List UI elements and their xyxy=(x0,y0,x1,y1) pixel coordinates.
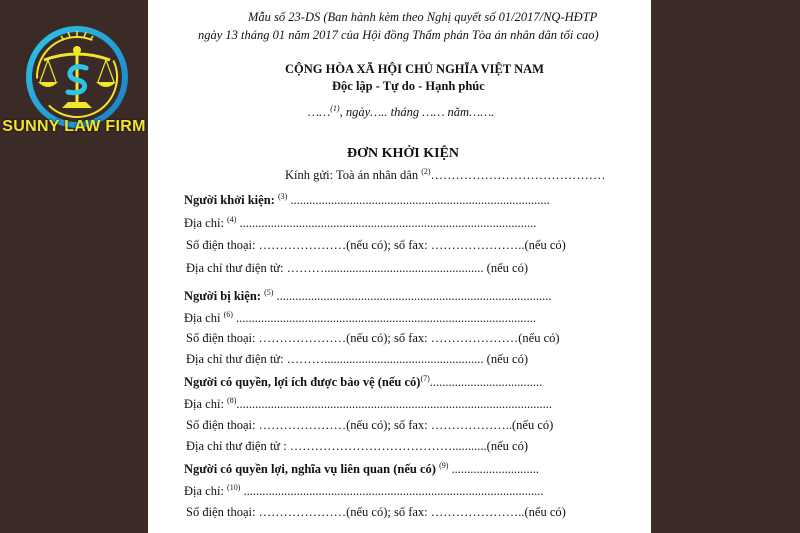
protected-party-address: Địa chỉ: $^{(8)}$..................................................................................................... xyxy=(184,395,552,411)
brand-name: SUNNY LAW FIRM xyxy=(2,118,146,135)
left-sidebar xyxy=(0,0,148,533)
plaintiff-address: Địa chỉ: $^{(4)}$ ............................................................................................... xyxy=(184,214,537,230)
form-reference-line-1: Mẫu số 23-DS (Ban hành kèm theo Nghị quyết số 01/2017/NQ-HĐTP xyxy=(248,10,598,24)
national-title: CỘNG HÒA XÃ HỘI CHỦ NGHĨA VIỆT NAM xyxy=(285,62,544,76)
document-title: ĐƠN KHỞI KIỆN xyxy=(347,146,460,161)
related-party-phone: Số điện thoại: …………………(nếu có); số fax: …………………..(nếu có) xyxy=(186,505,566,519)
plaintiff-phone: Số điện thoại: …………………(nếu có); số fax: …………………..(nếu có) xyxy=(186,238,566,252)
defendant-email: Địa chỉ thư điện tử: ………................................................... (nếu có) xyxy=(186,352,528,366)
defendant-phone: Số điện thoại: …………………(nếu có); số fax: …………………(nếu có) xyxy=(186,331,560,345)
protected-party-heading: Người có quyền, lợi ích được bảo vệ (nếu có)$^{(7)}$.................................... xyxy=(184,373,543,389)
protected-party-phone: Số điện thoại: …………………(nếu có); số fax: ………………..(nếu có) xyxy=(186,418,554,432)
defendant-heading: Người bị kiện: $^{(5)}$ ........................................................................................ xyxy=(184,287,552,303)
document-page xyxy=(148,0,651,533)
plaintiff-email: Địa chỉ thư điện tử: ………................................................... (nếu có) xyxy=(186,261,528,275)
form-reference-line-2: ngày 13 tháng 01 năm 2017 của Hội đồng Thẩm phán Tòa án nhân dân tối cao) xyxy=(198,28,599,42)
protected-party-email: Địa chỉ thư điện tử : …………………………………...........(nếu có) xyxy=(186,439,528,453)
defendant-address: Địa chỉ $^{(6)}$ ................................................................................................ xyxy=(184,309,537,325)
date-line: ……$^{(1)}$, ngày….. tháng …… năm……. xyxy=(308,103,495,119)
plaintiff-heading: Người khởi kiện: $^{(3)}$ ................................................................................... xyxy=(184,191,550,207)
recipient-line: Kính gửi: Toà án nhân dân $^{(2)}$…………………………………… xyxy=(285,166,606,182)
right-sidebar xyxy=(651,0,800,533)
scales-of-justice-logo-icon xyxy=(22,22,132,132)
related-party-address: Địa chỉ: $^{(10)}$ ................................................................................................ xyxy=(184,482,544,498)
related-party-heading: Người có quyền lợi, nghĩa vụ liên quan (nếu có) $^{(9)}$ ............................ xyxy=(184,460,540,476)
national-motto: Độc lập - Tự do - Hạnh phúc xyxy=(332,79,485,93)
